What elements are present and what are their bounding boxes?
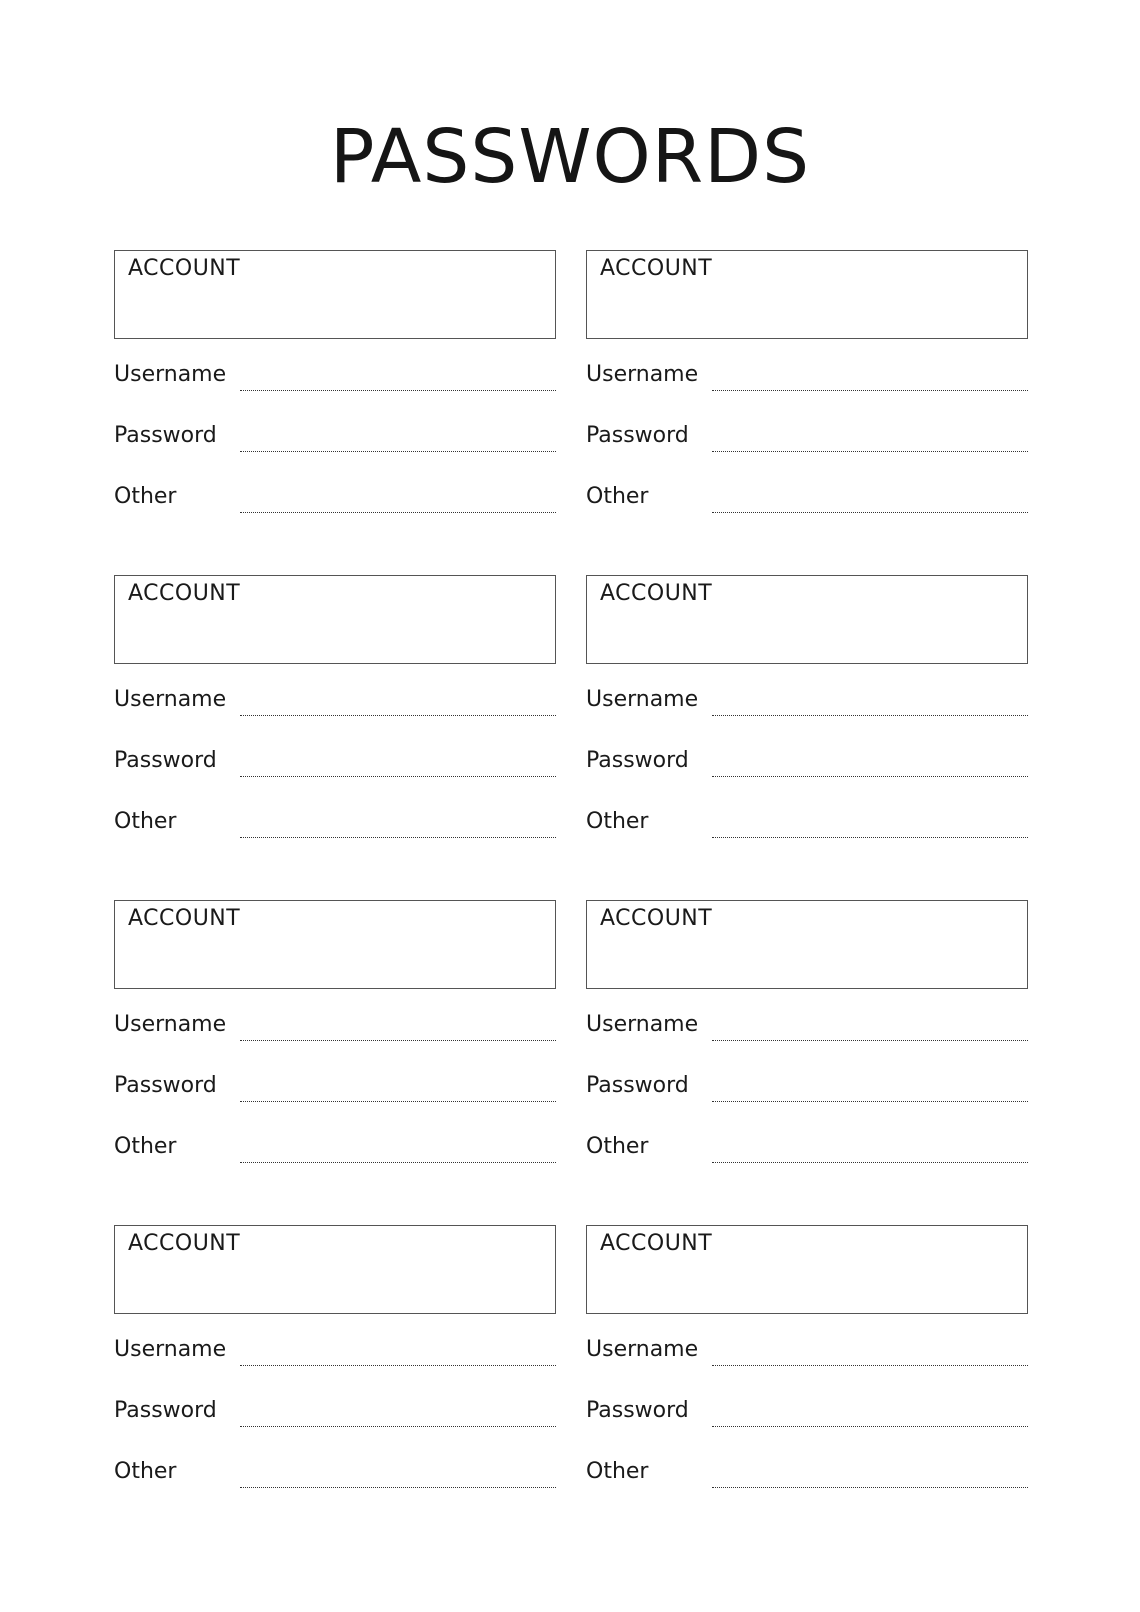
other-row — [586, 1452, 1028, 1492]
account-field[interactable] — [114, 1225, 556, 1314]
password-line[interactable] — [240, 451, 556, 452]
other-line[interactable] — [240, 1487, 556, 1488]
username-line[interactable] — [240, 390, 556, 391]
password-entry — [586, 250, 1028, 575]
username-line[interactable] — [240, 715, 556, 716]
account-field[interactable] — [114, 575, 556, 664]
username-label: Username — [114, 1337, 227, 1362]
account-label: ACCOUNT — [600, 256, 713, 281]
password-entry — [114, 1225, 556, 1550]
other-row — [586, 477, 1028, 517]
username-row — [586, 1330, 1028, 1370]
other-label: Other — [586, 484, 649, 509]
password-entry — [586, 900, 1028, 1225]
account-label: ACCOUNT — [600, 581, 713, 606]
username-label: Username — [114, 362, 227, 387]
password-row — [586, 416, 1028, 456]
password-row — [114, 1391, 556, 1431]
account-field[interactable] — [114, 900, 556, 989]
other-label: Other — [114, 1459, 177, 1484]
password-label: Password — [114, 423, 217, 448]
password-line[interactable] — [240, 776, 556, 777]
account-field[interactable] — [586, 575, 1028, 664]
username-line[interactable] — [712, 715, 1028, 716]
account-field[interactable] — [114, 250, 556, 339]
password-label: Password — [114, 1073, 217, 1098]
username-label: Username — [114, 1012, 227, 1037]
username-line[interactable] — [712, 1040, 1028, 1041]
password-entry — [114, 575, 556, 900]
other-line[interactable] — [240, 837, 556, 838]
password-line[interactable] — [712, 776, 1028, 777]
account-label: ACCOUNT — [128, 1231, 241, 1256]
other-label: Other — [114, 1134, 177, 1159]
username-label: Username — [586, 362, 699, 387]
username-line[interactable] — [712, 390, 1028, 391]
password-line[interactable] — [712, 451, 1028, 452]
account-field[interactable] — [586, 900, 1028, 989]
username-label: Username — [586, 687, 699, 712]
username-line[interactable] — [240, 1040, 556, 1041]
other-line[interactable] — [712, 1162, 1028, 1163]
password-entries-grid — [114, 250, 1028, 1550]
password-label: Password — [586, 423, 689, 448]
account-label: ACCOUNT — [600, 1231, 713, 1256]
other-label: Other — [586, 1134, 649, 1159]
password-row — [586, 1391, 1028, 1431]
password-row — [114, 1066, 556, 1106]
username-row — [114, 1330, 556, 1370]
other-row — [114, 1127, 556, 1167]
password-label: Password — [114, 1398, 217, 1423]
other-label: Other — [114, 484, 177, 509]
other-row — [114, 802, 556, 842]
account-label: ACCOUNT — [128, 256, 241, 281]
username-row — [114, 680, 556, 720]
other-row — [114, 1452, 556, 1492]
other-line[interactable] — [240, 512, 556, 513]
password-row — [586, 1066, 1028, 1106]
password-row — [114, 416, 556, 456]
username-row — [586, 355, 1028, 395]
password-line[interactable] — [712, 1101, 1028, 1102]
password-row — [114, 741, 556, 781]
username-label: Username — [586, 1012, 699, 1037]
other-row — [586, 802, 1028, 842]
other-line[interactable] — [712, 837, 1028, 838]
password-row — [586, 741, 1028, 781]
other-label: Other — [586, 1459, 649, 1484]
password-entry — [114, 250, 556, 575]
password-label: Password — [586, 1398, 689, 1423]
other-label: Other — [114, 809, 177, 834]
password-entry — [586, 575, 1028, 900]
username-row — [586, 680, 1028, 720]
page-title: PASSWORDS — [329, 114, 811, 200]
account-field[interactable] — [586, 1225, 1028, 1314]
username-row — [114, 355, 556, 395]
username-row — [114, 1005, 556, 1045]
username-line[interactable] — [240, 1365, 556, 1366]
account-label: ACCOUNT — [600, 906, 713, 931]
other-line[interactable] — [240, 1162, 556, 1163]
username-label: Username — [586, 1337, 699, 1362]
account-label: ACCOUNT — [128, 906, 241, 931]
password-label: Password — [586, 748, 689, 773]
other-row — [114, 477, 556, 517]
other-row — [586, 1127, 1028, 1167]
other-label: Other — [586, 809, 649, 834]
account-label: ACCOUNT — [128, 581, 241, 606]
other-line[interactable] — [712, 1487, 1028, 1488]
username-label: Username — [114, 687, 227, 712]
account-field[interactable] — [586, 250, 1028, 339]
password-label: Password — [114, 748, 217, 773]
other-line[interactable] — [712, 512, 1028, 513]
password-line[interactable] — [240, 1426, 556, 1427]
password-line[interactable] — [712, 1426, 1028, 1427]
password-line[interactable] — [240, 1101, 556, 1102]
password-entry — [586, 1225, 1028, 1550]
password-entry — [114, 900, 556, 1225]
username-row — [586, 1005, 1028, 1045]
username-line[interactable] — [712, 1365, 1028, 1366]
password-label: Password — [586, 1073, 689, 1098]
